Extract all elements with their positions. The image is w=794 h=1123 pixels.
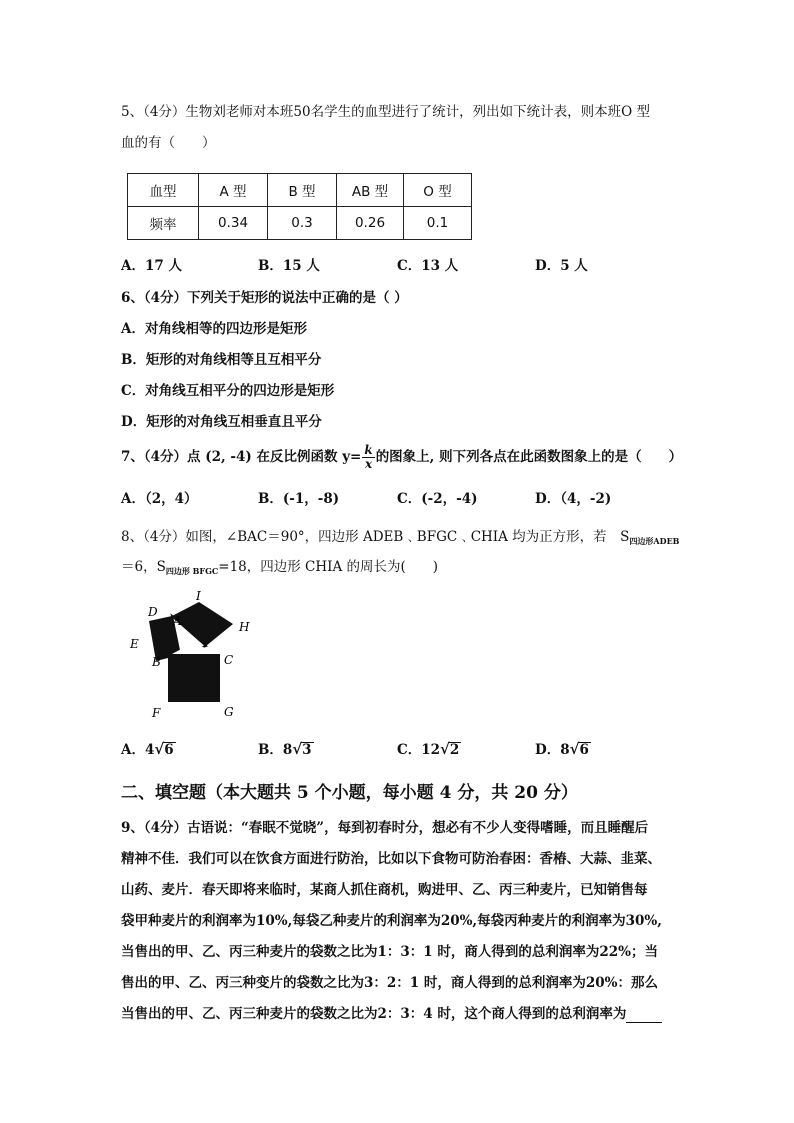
option-prefix: B．8 xyxy=(258,742,293,758)
table-cell: 频率 xyxy=(128,207,199,240)
q9-line-1: 9、（4分）古语说：“春眠不觉晓”，每到初春时分，想必有不少人变得嗜睡，而且睡醒后 xyxy=(121,820,649,836)
label-f: F xyxy=(152,706,161,720)
pythagoras-squares-figure xyxy=(128,588,264,720)
blood-type-table xyxy=(127,173,472,240)
sqrt-icon: √ xyxy=(154,740,165,758)
label-g: G xyxy=(224,705,234,719)
q5-stem-line1: 5、（4分）生物刘老师对本班50名学生的血型进行了统计，列出如下统计表，则本班O 型 xyxy=(121,104,650,120)
q6-option-c: C．对角线互相平分的四边形是矩形 xyxy=(121,383,335,399)
q9-line-2: 精神不佳．我们可以在饮食方面进行防治，比如以下食物可防治春困：香椿、大蒜、韭菜、 xyxy=(121,851,661,867)
q5-option-d: D．5 人 xyxy=(535,258,588,274)
option-prefix: D．8 xyxy=(535,742,570,758)
q7-option-a: A．（2，4） xyxy=(121,491,198,507)
q7-stem xyxy=(121,442,682,472)
q7-stem-before: 7、（4分）点 (2, -4) 在反比例函数 y= xyxy=(121,449,362,465)
answer-blank[interactable] xyxy=(626,1008,662,1023)
fraction-numerator: k xyxy=(364,443,373,457)
fraction-k-over-x xyxy=(362,444,374,471)
table-header-cell: O 型 xyxy=(404,174,472,207)
radicand: 6 xyxy=(579,742,589,758)
q9-line-7 xyxy=(121,1005,662,1023)
q8-option-d xyxy=(535,740,591,759)
q8-option-b xyxy=(258,740,314,759)
label-c: C xyxy=(224,653,234,667)
radicand: 3 xyxy=(302,742,312,758)
q9-line-3: 山药、麦片．春天即将来临时，某商人抓住商机，购进甲、乙、丙三种麦片，已知销售每 xyxy=(121,882,648,898)
radicand: 2 xyxy=(449,742,460,758)
q6-option-a: A．对角线相等的四边形是矩形 xyxy=(121,321,307,337)
sqrt-icon: √ xyxy=(569,740,580,758)
q6-option-d: D．矩形的对角线互相垂直且平分 xyxy=(121,414,322,430)
table-header-cell: B 型 xyxy=(268,174,337,207)
q8-stem-line2 xyxy=(121,558,438,580)
q9-line-4: 袋甲种麦片的利润率为10%,每袋乙种麦片的利润率为20%,每袋丙种麦片的利润率为30%, xyxy=(121,913,662,929)
q6-option-b: B．矩形的对角线相等且互相平分 xyxy=(121,352,322,368)
table-cell: 0.26 xyxy=(337,207,404,240)
table-row xyxy=(128,207,472,240)
table-cell: 0.34 xyxy=(199,207,268,240)
label-i: I xyxy=(196,589,201,603)
table-cell: 0.1 xyxy=(404,207,472,240)
fraction-denominator: x xyxy=(364,457,373,471)
q8-option-c xyxy=(397,740,461,759)
q5-option-b: B．15 人 xyxy=(258,258,320,274)
q9-line-6: 售出的甲、乙、丙三种变片的袋数之比为3：2：1 时，商人得到的总利润率为20%：那么 xyxy=(121,975,658,991)
q5-option-c: C．13 人 xyxy=(397,258,459,274)
table-header-cell: A 型 xyxy=(199,174,268,207)
q7-option-d: D．（4，-2) xyxy=(535,491,612,507)
q8-line1-main: 8、（4分）如图，∠BAC＝90°，四边形 ADEB﹑BFGC﹑CHIA 均为正方形，若 S xyxy=(121,529,630,545)
q5-stem-line2: 血的有（ ） xyxy=(121,135,216,151)
q8-line2-b: =18，四边形 CHIA 的周长为( ) xyxy=(218,559,439,575)
label-b: B xyxy=(152,655,161,669)
q7-option-c: C．(-2，-4) xyxy=(397,491,478,507)
section-heading-fill-in: 二、填空题（本大题共 5 个小题，每小题 4 分，共 20 分） xyxy=(121,783,578,803)
q8-line2-a: ＝6，S xyxy=(121,559,166,575)
q8-line2-subscript: 四边形 BFGC xyxy=(165,566,219,576)
q9-line-5: 当售出的甲、乙、丙三种麦片的袋数之比为1：3：1 时，商人得到的总利润率为22%；当 xyxy=(121,944,658,960)
sqrt-icon: √ xyxy=(292,740,303,758)
sqrt-icon: √ xyxy=(440,740,450,758)
table-header-row xyxy=(128,174,472,207)
square-bfgc xyxy=(168,654,220,702)
radicand: 6 xyxy=(164,742,174,758)
q8-line1-subscript: 四边形ADEB xyxy=(629,536,680,546)
table-cell: 0.3 xyxy=(268,207,337,240)
label-e: E xyxy=(130,637,139,651)
q5-option-a: A．17 人 xyxy=(121,258,182,274)
label-d: D xyxy=(148,605,158,619)
q7-option-b: B．(-1，-8) xyxy=(258,491,340,507)
q7-stem-after: 的图象上, 则下列各点在此函数图象上的是（ ） xyxy=(375,449,683,465)
table-header-cell: AB 型 xyxy=(337,174,404,207)
option-prefix: A．4 xyxy=(121,742,155,758)
q8-option-a xyxy=(121,740,176,759)
label-a: A xyxy=(173,614,182,628)
q6-stem: 6、（4分）下列关于矩形的说法中正确的是（ ） xyxy=(121,290,408,306)
label-h: H xyxy=(239,620,250,634)
table-header-cell: 血型 xyxy=(128,174,199,207)
q8-stem-line1 xyxy=(121,528,679,550)
option-prefix: C．12 xyxy=(397,742,441,758)
q9-line-7-text: 当售出的甲、乙、丙三种麦片的袋数之比为2：3：4 时，这个商人得到的总利润率为 xyxy=(121,1006,627,1022)
